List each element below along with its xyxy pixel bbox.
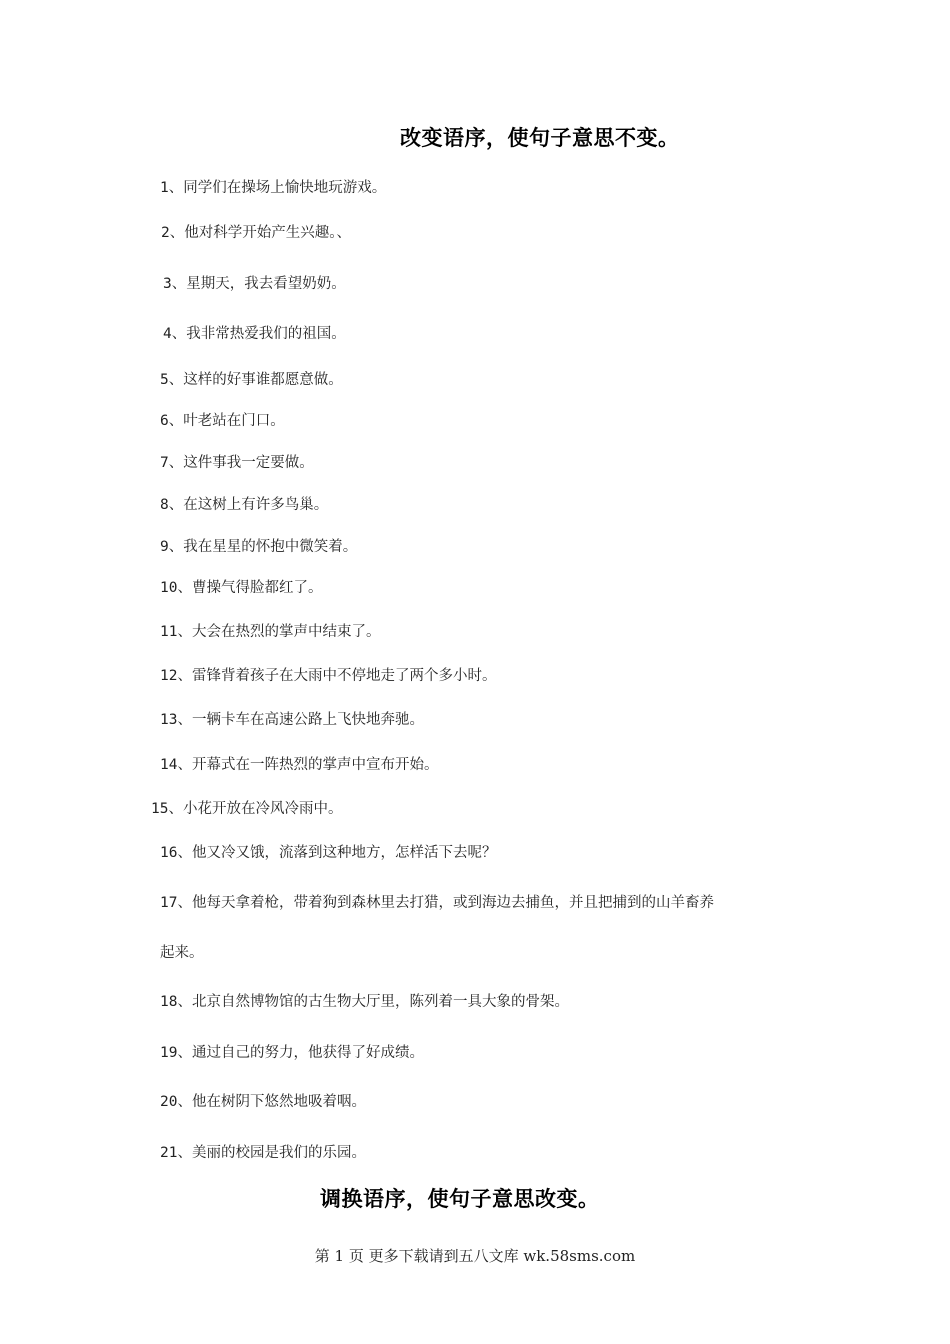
list-item [160, 535, 357, 556]
item-number: 5 [160, 372, 169, 388]
item-text: 、星期天，我去看望奶奶。 [171, 276, 346, 292]
section-title-unchanged-meaning: 改变语序，使句子意思不变。 [400, 126, 680, 150]
item-text: 、同学们在操场上愉快地玩游戏。 [168, 180, 387, 196]
list-item [160, 1141, 366, 1162]
item-number: 9 [160, 539, 169, 555]
item-text: 、我非常热爱我们的祖国。 [171, 326, 346, 342]
list-item [160, 368, 343, 389]
item-number: 19 [160, 1045, 178, 1061]
list-item [160, 753, 438, 774]
list-item [163, 322, 346, 343]
page-footer: 第 1 页 更多下载请到五八文库 wk.58sms.com [314, 1247, 636, 1265]
item-text: 起来。 [160, 945, 204, 961]
section-title-changed-meaning: 调换语序，使句子意思改变。 [320, 1187, 600, 1211]
list-item [160, 620, 380, 641]
list-item [160, 176, 386, 197]
item-number: 2 [161, 225, 170, 241]
item-text: 、一辆卡车在高速公路上飞快地奔驰。 [177, 712, 424, 728]
list-item [160, 576, 322, 597]
list-item [160, 708, 424, 729]
item-number: 4 [163, 326, 172, 342]
list-item [160, 409, 285, 430]
item-number: 6 [160, 413, 169, 429]
list-item-continuation [160, 941, 204, 962]
item-number: 18 [160, 994, 178, 1010]
list-item [160, 493, 328, 514]
item-text: 、雷锋背着孩子在大雨中不停地走了两个多小时。 [177, 668, 497, 684]
item-text: 、大会在热烈的掌声中结束了。 [177, 624, 381, 640]
item-number: 10 [160, 580, 178, 596]
item-text: 、开幕式在一阵热烈的掌声中宣布开始。 [177, 757, 439, 773]
item-text: 、他每天拿着枪，带着狗到森林里去打猎，或到海边去捕鱼，并且把捕到的山羊畜养 [177, 895, 714, 911]
item-text: 、小花开放在冷风冷雨中。 [168, 801, 343, 817]
list-item [160, 451, 314, 472]
item-number: 21 [160, 1145, 178, 1161]
item-number: 7 [160, 455, 169, 471]
list-item [160, 841, 496, 862]
item-number: 20 [160, 1094, 178, 1110]
item-number: 12 [160, 668, 178, 684]
list-item [160, 664, 496, 685]
item-text: 、北京自然博物馆的古生物大厅里，陈列着一具大象的骨架。 [177, 994, 569, 1010]
list-item [163, 272, 346, 293]
item-text: 、通过自己的努力，他获得了好成绩。 [177, 1045, 424, 1061]
list-item [160, 1041, 424, 1062]
item-text: 、叶老站在门口。 [168, 413, 285, 429]
item-text: 、这件事我一定要做。 [168, 455, 314, 471]
item-text: 、他又冷又饿，流落到这种地方，怎样活下去呢？ [177, 845, 497, 861]
list-item [160, 990, 569, 1011]
item-text: 、他对科学开始产生兴趣。、 [169, 225, 351, 241]
list-item [160, 1090, 366, 1111]
item-number: 1 [160, 180, 169, 196]
item-text: 、曹操气得脸都红了。 [177, 580, 323, 596]
item-number: 11 [160, 624, 178, 640]
item-number: 8 [160, 497, 169, 513]
list-item [151, 797, 342, 818]
list-item [161, 221, 351, 242]
item-number: 3 [163, 276, 172, 292]
item-text: 、这样的好事谁都愿意做。 [168, 372, 343, 388]
item-text: 、我在星星的怀抱中微笑着。 [168, 539, 358, 555]
item-number: 15 [151, 801, 169, 817]
item-text: 、美丽的校园是我们的乐园。 [177, 1145, 366, 1161]
item-number: 13 [160, 712, 178, 728]
item-text: 、他在树阴下悠然地吸着咽。 [177, 1094, 366, 1110]
item-number: 17 [160, 895, 178, 911]
item-text: 、在这树上有许多鸟巢。 [168, 497, 329, 513]
item-number: 16 [160, 845, 178, 861]
item-number: 14 [160, 757, 178, 773]
list-item [160, 891, 714, 912]
